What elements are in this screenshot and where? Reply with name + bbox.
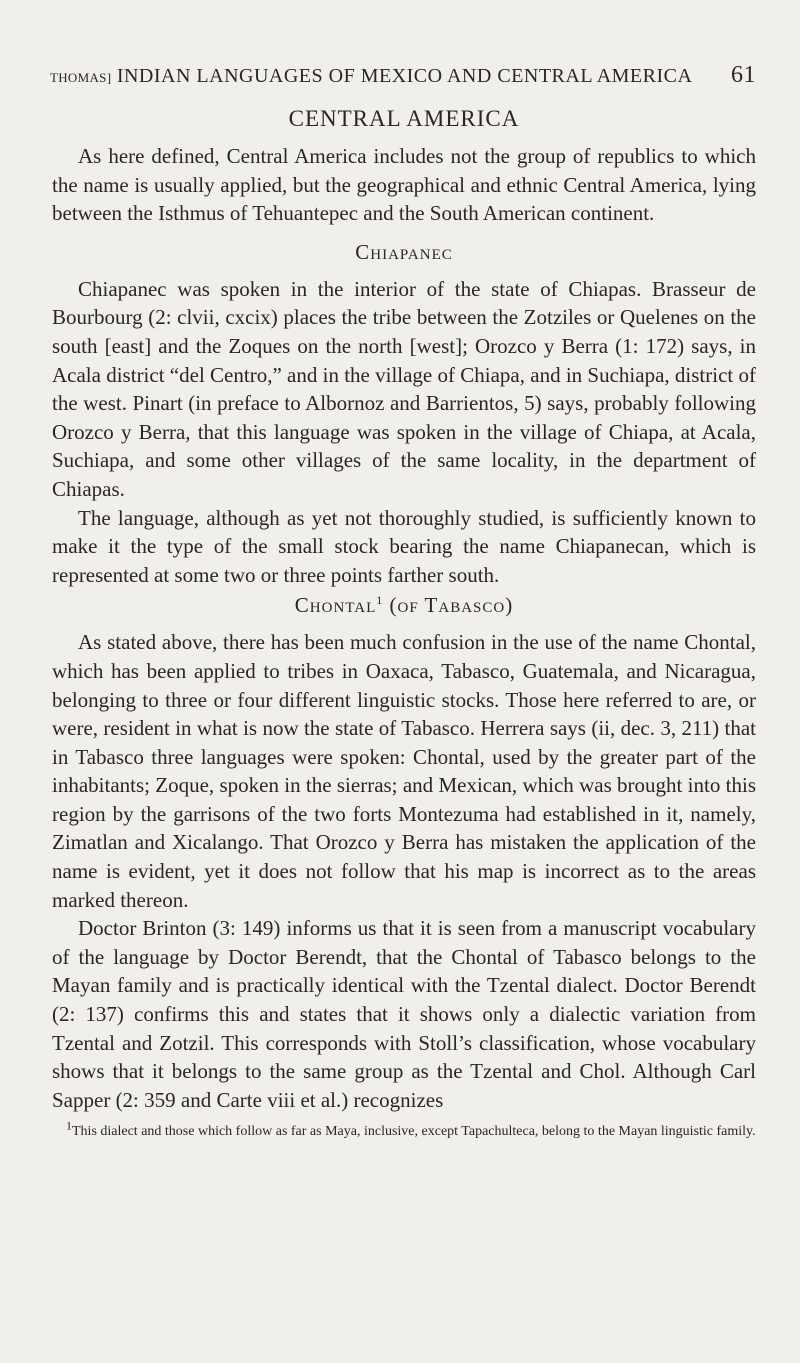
intro-paragraph: As here defined, Central America includes not the group of republics to which the name is usually applied, but the geographical and ethnic Central America, lying between the Isthmus of Tehuantepec and the South American continent. (52, 144, 756, 226)
chontal-heading-suffix: (of Tabasco) (389, 593, 514, 618)
running-head-title: INDIAN LANGUAGES OF MEXICO AND CENTRAL AMERICA (116, 65, 693, 87)
chiapanec-heading: Chiapanec (355, 239, 453, 264)
chontal-footnote-marker: 1 (376, 593, 384, 608)
page-number: 61 (731, 62, 756, 88)
footnote-text: This dialect and those which follow as far as Maya, inclusive, except Tapachulteca, belong to the Mayan linguistic family. (72, 1124, 756, 1140)
running-head-author: THOMAS] (50, 70, 112, 85)
running-head (50, 62, 756, 102)
chontal-paragraph-2: Doctor Brinton (3: 149) informs us that it is seen from a manuscript vocabulary of the language by Doctor Berendt, that the Chontal of Tabasco belongs to the Mayan family and is practically identical with the Tzental dialect. Doctor Berendt (2: 137) confirms this and states that it shows only a dialectic variation from Tzental and Zotzil. This corresponds with Stoll’s classification, whose vocabulary shows that it belongs to the same group as the Tzental and Chol. Although Carl Sapper (2: 359 and Carte viii et al.) recognizes (52, 916, 756, 1112)
running-head-left (50, 65, 692, 88)
chontal-heading (52, 593, 756, 618)
footnote-marker: 1 (66, 1118, 72, 1133)
chiapanec-paragraph-1: Chiapanec was spoken in the interior of the state of Chiapas. Brasseur de Bourbourg (2: clvii, cxcix) places the tribe between the Zotziles or Quelenes on the south [east] and the Zoques on the north [west]; Orozco y Berra (1: 172) says, in Acala district “del Centro,” and in the village of Chiapa, and in Suchiapa, district of the west. Pinart (in preface to Albornoz and Barrientos, 5) says, probably following Orozco y Berra, that this language was spoken in the village of Chiapa, at Acala, Suchiapa, and some other villages of the same locality, in the department of Chiapas. (52, 276, 756, 501)
section-title: CENTRAL AMERICA (288, 106, 520, 131)
footnote (52, 1118, 756, 1141)
document-page (52, 62, 756, 1141)
chiapanec-paragraph-2: The language, although as yet not thoroughly studied, is sufficiently known to make it the type of the small stock bearing the name Chiapanecan, which is represented at some two or three points farther south. (52, 505, 756, 587)
chontal-paragraph-1: As stated above, there has been much confusion in the use of the name Chontal, which has been applied to tribes in Oaxaca, Tabasco, Guatemala, and Nicaragua, belonging to three or four different linguistic stocks. Those here referred to are, or were, resident in what is now the state of Tabasco. Herrera says (ii, dec. 3, 211) that in Tabasco three languages were spoken: Chontal, used by the greater part of the inhabitants; Zoque, spoken in the sierras; and Mexican, which was brought into this region by the garrisons of the two forts Montezuma had established in it, namely, Zimatlan and Xicalango. That Orozco y Berra has mistaken the application of the name is evident, yet it does not follow that his map is incorrect as to the areas marked thereon. (52, 630, 756, 912)
chontal-heading-main: Chontal (294, 593, 377, 618)
